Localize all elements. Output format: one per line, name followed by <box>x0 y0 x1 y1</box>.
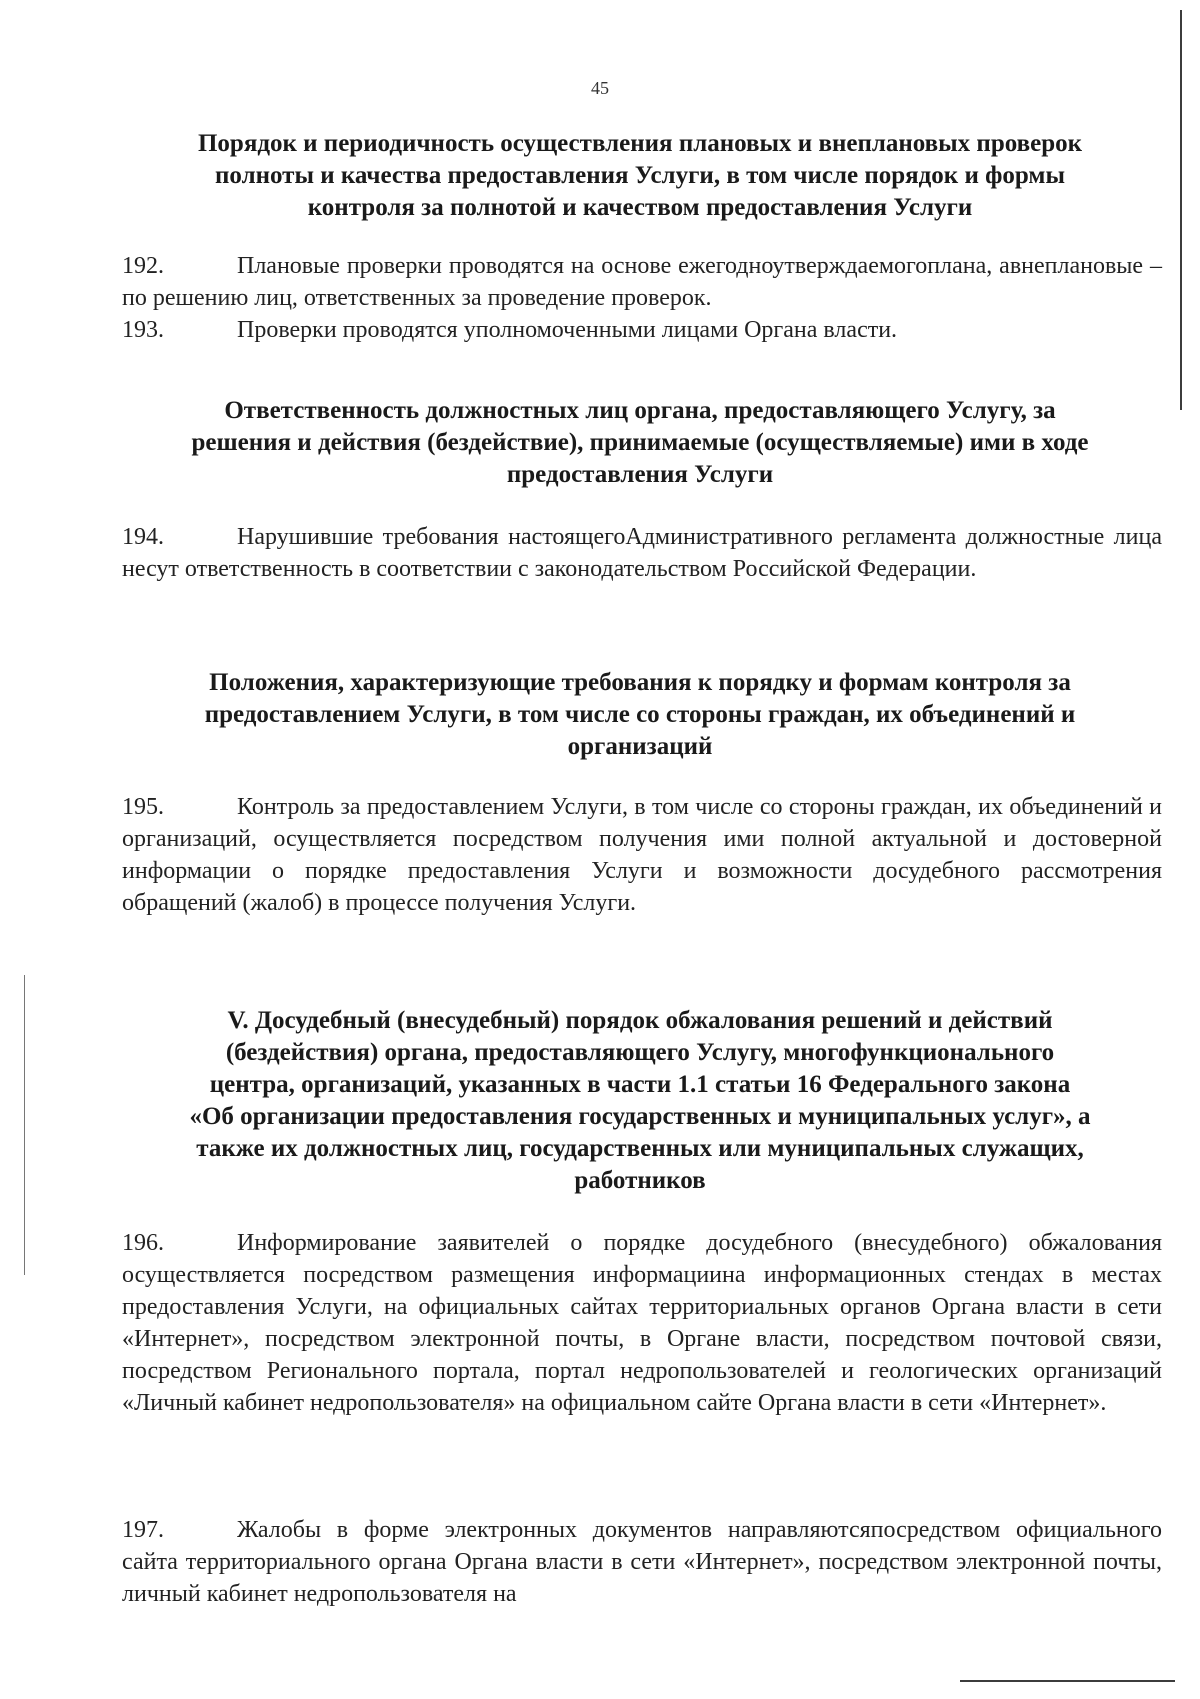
heading-line: предоставления Услуги <box>506 461 774 488</box>
paragraph-number: 194. <box>122 524 164 550</box>
page-number: 45 <box>591 78 609 98</box>
heading-line: Порядок и периодичность осуществления плановых и внеплановых проверок <box>197 130 1083 157</box>
heading-line: V. Досудебный (внесудебный) порядок обжалования решений и действий <box>227 1007 1053 1034</box>
section-heading-4 <box>120 1005 1160 1197</box>
heading-line: предоставлением Услуги, в том числе со стороны граждан, их объединений и <box>204 701 1076 728</box>
heading-line: контроля за полнотой и качеством предоставления Услуги <box>307 194 973 221</box>
heading-line: центра, организаций, указанных в части 1.1 статьи 16 Федерального закона <box>209 1071 1071 1098</box>
scan-edge-left <box>24 975 25 1275</box>
paragraph-text: Плановые проверки проводятся на основе ежегодноутверждаемогоплана, авнеплановые –по решению лиц, ответственных за проведение проверок. <box>122 253 1162 311</box>
paragraph-number: 195. <box>122 794 164 820</box>
heading-line: организаций <box>567 733 713 760</box>
heading-line: работников <box>574 1167 706 1194</box>
heading-line: решения и действия (бездействие), принимаемые (осуществляемые) ими в ходе <box>191 429 1089 456</box>
paragraph-number: 193. <box>122 317 164 343</box>
section-heading-1 <box>120 128 1160 224</box>
heading-line: «Об организации предоставления государственных и муниципальных услуг», а <box>189 1103 1091 1130</box>
heading-line: также их должностных лиц, государственных или муниципальных служащих, <box>196 1135 1084 1162</box>
paragraph-194 <box>122 521 1162 585</box>
paragraph-text: Проверки проводятся уполномоченными лицами Органа власти. <box>237 317 898 343</box>
paragraph-192 <box>122 250 1162 314</box>
paragraph-text: Контроль за предоставлением Услуги, в том числе со стороны граждан, их объединений и организаций, осуществляется посредством получения ими полной актуальной и достоверной информации о порядке предоставления Услуги и возможности досудебного рассмотрения обращений (жалоб) в процессе получения Услуги. <box>122 794 1162 916</box>
scan-edge-right <box>1180 10 1182 410</box>
paragraph-text: Информирование заявителей о порядке досудебного (внесудебного) обжалования осуществляется посредством размещения информациина информационных стендах в местах предоставления Услуги, на официальных сайтах территориальных органов Органа власти в сети «Интернет», посредством электронной почты, в Органе власти, посредством почтовой связи, посредством Регионального портала, портал недропользователей и геологических организаций «Личный кабинет недропользователя» на официальном сайте Органа власти в сети «Интернет». <box>122 1230 1162 1416</box>
paragraph-number: 196. <box>122 1230 164 1256</box>
heading-line: Ответственность должностных лиц органа, предоставляющего Услугу, за <box>224 397 1056 424</box>
section-heading-2 <box>120 395 1160 491</box>
paragraph-number: 192. <box>122 253 164 279</box>
paragraph-text: Жалобы в форме электронных документов направляютсяпосредством официального сайта территориального органа Органа власти в сети «Интернет», посредством электронной почты, личный кабинет недропользователя на <box>122 1517 1162 1607</box>
paragraph-193 <box>122 314 1162 346</box>
section-heading-3 <box>120 667 1160 763</box>
paragraph-195 <box>122 791 1162 919</box>
heading-line: Положения, характеризующие требования к порядку и формам контроля за <box>209 669 1071 696</box>
heading-line: полноты и качества предоставления Услуги, в том числе порядок и формы <box>215 162 1065 189</box>
scan-edge-bottom <box>960 1680 1175 1682</box>
paragraph-197 <box>122 1514 1162 1610</box>
paragraph-196 <box>122 1227 1162 1419</box>
paragraph-text: Нарушившие требования настоящегоАдминистративного регламента должностные лица несут ответственность в соответствии с законодательством Российской Федерации. <box>122 524 1162 582</box>
heading-line: (бездействия) органа, предоставляющего Услугу, многофункционального <box>225 1039 1055 1066</box>
paragraph-number: 197. <box>122 1517 164 1543</box>
